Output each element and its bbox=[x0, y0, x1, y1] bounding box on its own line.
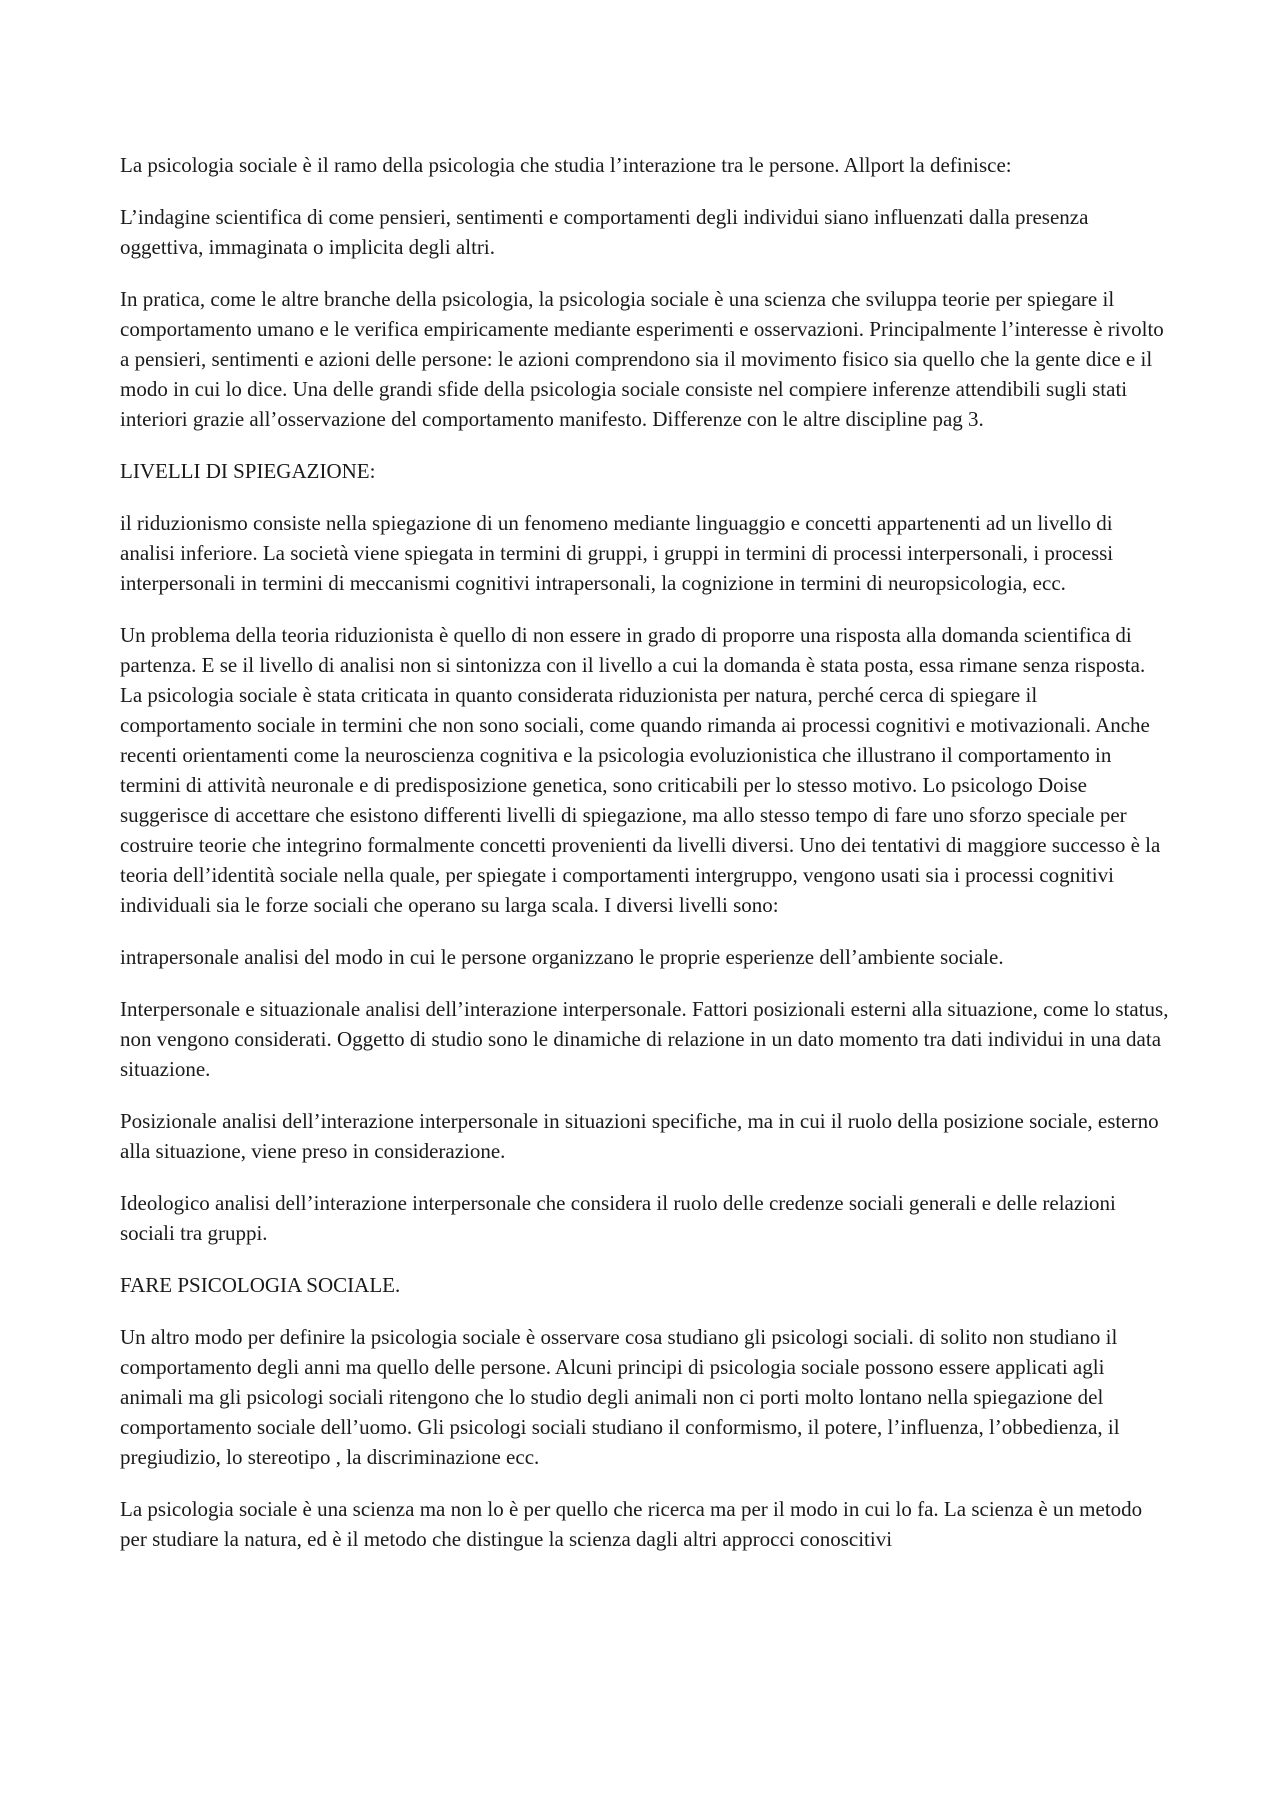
section-heading-levels: LIVELLI DI SPIEGAZIONE: bbox=[120, 459, 376, 483]
science-paragraph: La psicologia sociale è una scienza ma non lo è per quello che ricerca ma per il modo in cui lo fa. La scienza è un metodo per studiare la natura, ed è il metodo che distingue la scienza dagli altri approcci conoscitivi bbox=[120, 1497, 1143, 1551]
section-heading-doing: FARE PSICOLOGIA SOCIALE. bbox=[120, 1273, 401, 1297]
level-interpersonal-paragraph: Interpersonale e situazionale analisi dell’interazione interpersonale. Fattori posizionali esterni alla situazione, come lo status, non vengono considerati. Oggetto di studio sono le dinamiche di relazione in un dato momento tra dati individui in una data situazione. bbox=[120, 997, 1169, 1081]
intro-paragraph: La psicologia sociale è il ramo della psicologia che studia l’interazione tra le persone. Allport la definisce: bbox=[120, 153, 1012, 177]
definition-paragraph: L’indagine scientifica di come pensieri, sentimenti e comportamenti degli individui siano influenzati dalla presenza oggettiva, immaginata o implicita degli altri. bbox=[120, 205, 1089, 259]
level-positional-paragraph: Posizionale analisi dell’interazione interpersonale in situazioni specifiche, ma in cui il ruolo della posizione sociale, esterno alla situazione, viene preso in considerazione. bbox=[120, 1109, 1159, 1163]
level-intrapersonal-paragraph: intrapersonale analisi del modo in cui le persone organizzano le proprie esperienze dell’ambiente sociale. bbox=[120, 945, 1004, 969]
practice-paragraph: In pratica, come le altre branche della psicologia, la psicologia sociale è una scienza che sviluppa teorie per spiegare il comportamento umano e le verifica empiricamente mediante esperimenti e osservazioni. Principalmente l’interesse è rivolto a pensieri, sentimenti e azioni delle persone: le azioni comprendono sia il movimento fisico sia quello che la gente dice e il modo in cui lo dice. Una delle grandi sfide della psicologia sociale consiste nel compiere inferenze attendibili sugli stati interiori grazie all’osservazione del comportamento manifesto. Differenze con le altre discipline pag 3. bbox=[120, 287, 1164, 431]
document-page bbox=[120, 150, 1170, 1576]
doing-paragraph: Un altro modo per definire la psicologia sociale è osservare cosa studiano gli psicologi sociali. di solito non studiano il comportamento degli anni ma quello delle persone. Alcuni principi di psicologia sociale possono essere applicati agli animali ma gli psicologi sociali ritengono che lo studio degli animali non ci porti molto lontano nella spiegazione del comportamento sociale dell’uomo. Gli psicologi sociali studiano il conformismo, il potere, l’influenza, l’obbedienza, il pregiudizio, lo stereotipo , la discriminazione ecc. bbox=[120, 1325, 1120, 1469]
reductionism-problem-paragraph: Un problema della teoria riduzionista è quello di non essere in grado di proporre una risposta alla domanda scientifica di partenza. E se il livello di analisi non si sintonizza con il livello a cui la domanda è stata posta, essa rimane senza risposta. La psicologia sociale è stata criticata in quanto considerata riduzionista per natura, perché cerca di spiegare il comportamento sociale in termini che non sono sociali, come quando rimanda ai processi cognitivi e motivazionali. Anche recenti orientamenti come la neuroscienza cognitiva e la psicologia evoluzionistica che illustrano il comportamento in termini di attività neuronale e di predisposizione genetica, sono criticabili per lo stesso motivo. Lo psicologo Doise suggerisce di accettare che esistono differenti livelli di spiegazione, ma allo stesso tempo di fare uno sforzo speciale per costruire teorie che integrino formalmente concetti provenienti da livelli diversi. Uno dei tentativi di maggiore successo è la teoria dell’identità sociale nella quale, per spiegate i comportamenti intergruppo, vengono usati sia i processi cognitivi individuali sia le forze sociali che operano su larga scala. I diversi livelli sono: bbox=[120, 623, 1161, 917]
level-ideological-paragraph: Ideologico analisi dell’interazione interpersonale che considera il ruolo delle credenze sociali generali e delle relazioni sociali tra gruppi. bbox=[120, 1191, 1116, 1245]
reductionism-paragraph: il riduzionismo consiste nella spiegazione di un fenomeno mediante linguaggio e concetti appartenenti ad un livello di analisi inferiore. La società viene spiegata in termini di gruppi, i gruppi in termini di processi interpersonali, i processi interpersonali in termini di meccanismi cognitivi intrapersonali, la cognizione in termini di neuropsicologia, ecc. bbox=[120, 511, 1114, 595]
